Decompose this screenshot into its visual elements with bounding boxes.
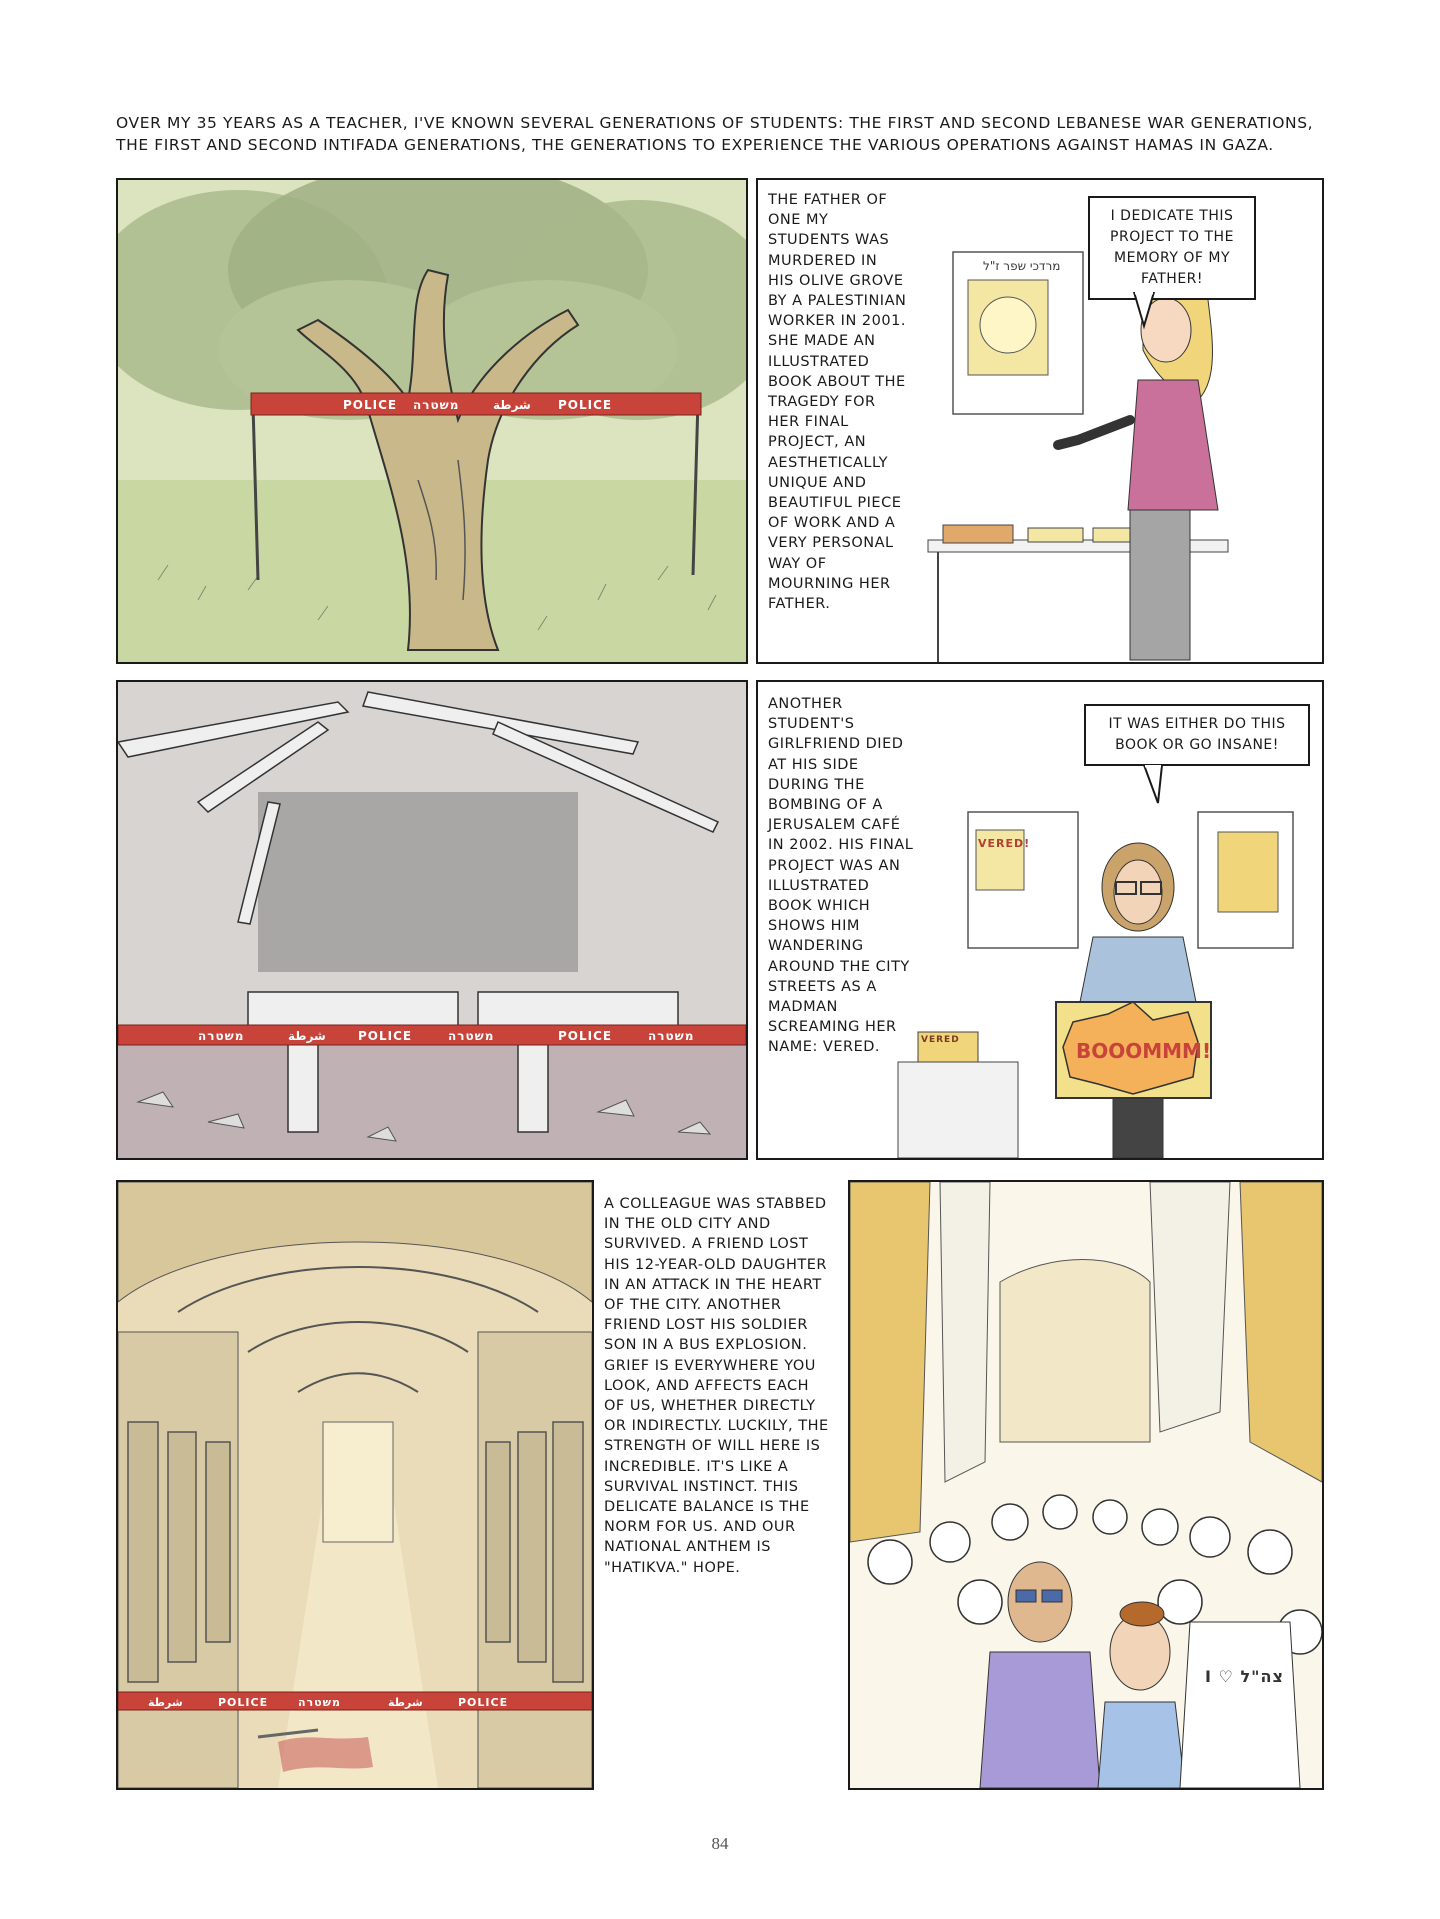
shirt-text: I ♡ צה"ל: [1205, 1667, 1284, 1686]
narration-hope: A COLLEAGUE WAS STABBED IN THE OLD CITY AND SURVIVED. A FRIEND LOST HIS 12-YEAR-OLD DAUGHTER IN AN ATTACK IN THE HEART OF THE CITY. ANOTHER FRIEND LOST HIS SOLDIER SON IN A BUS EXPLOSION. GRIEF IS EVERYWHERE YOU LOOK, AND AFFECTS EACH OF US, WHETHER DIRECTLY OR INDIRECTLY. LUCKILY, THE STRENGTH OF WILL HERE IS INCREDIBLE. IT'S LIKE A SURVIVAL INSTINCT. THIS DELICATE BALANCE IS THE NORM FOR US. AND OUR NATIONAL ANTHEM IS "HATIKVA." HOPE.: [604, 1196, 829, 1576]
tape-police-6: POLICE: [458, 1696, 509, 1709]
poster-vered: VERED!: [978, 837, 1031, 850]
tape-hebrew-5: משטרה: [298, 1696, 341, 1709]
panel-cafe-ruins: [116, 680, 748, 1160]
panel-olive-grove: [116, 178, 748, 664]
tape-police-4: POLICE: [558, 1029, 613, 1043]
tape-hebrew-3: משטרה: [448, 1029, 495, 1043]
panel-vered: [756, 680, 1324, 1160]
tape-police-1: POLICE: [343, 398, 398, 412]
narration-vered: ANOTHER STUDENT'S GIRLFRIEND DIED AT HIS SIDE DURING THE BOMBING OF A JERUSALEM CAFÉ IN 2002. HIS FINAL PROJECT WAS AN ILLUSTRATED BOOK WHICH SHOWS HIM WANDERING AROUND THE CITY STREETS AS A MADMAN SCREAMING HER NAME: VERED.: [768, 696, 914, 1056]
book-vered: VERED: [921, 1035, 960, 1045]
narration-father: THE FATHER OF ONE MY STUDENTS WAS MURDERED IN HIS OLIVE GROVE BY A PALESTINIAN WORKER IN 2001. SHE MADE AN ILLUSTRATED BOOK ABOUT THE TRAGEDY FOR HER FINAL PROJECT, AN AESTHETICALLY UNIQUE AND BEAUTIFUL PIECE OF WORK AND A VERY PERSONAL WAY OF MOURNING HER FATHER.: [768, 192, 907, 613]
balloon-dedication: I DEDICATE THIS PROJECT TO THE MEMORY OF MY FATHER!: [1088, 196, 1256, 300]
balloon-tail: [1130, 292, 1170, 332]
tape-hebrew-2: משטרה: [198, 1029, 245, 1043]
tape-hebrew-1: משטרה: [413, 398, 460, 412]
boom-sign: BOOOMMM!: [1076, 1039, 1212, 1063]
tape-arabic-1: شرطة: [493, 398, 531, 412]
tape-arabic-4: شرطة: [388, 1696, 423, 1709]
panel-old-city: [116, 1180, 594, 1790]
panel-dedication: [756, 178, 1324, 664]
cafe-ruins-illustration: [118, 682, 746, 1158]
market-crowd-illustration: [850, 1182, 1322, 1788]
page-number: 84: [711, 1834, 729, 1853]
panel-market-crowd: [848, 1180, 1324, 1790]
tape-arabic-2: شرطة: [288, 1029, 326, 1043]
balloon-insane: IT WAS EITHER DO THIS BOOK OR GO INSANE!: [1084, 704, 1310, 766]
tape-hebrew-4: משטרה: [648, 1029, 695, 1043]
balloon-tail: [1140, 765, 1180, 809]
old-city-illustration: [118, 1182, 592, 1788]
tape-police-3: POLICE: [358, 1029, 413, 1043]
olive-grove-illustration: [118, 180, 746, 662]
tape-police-2: POLICE: [558, 398, 613, 412]
intro-caption: OVER MY 35 YEARS AS A TEACHER, I'VE KNOWN SEVERAL GENERATIONS OF STUDENTS: THE FIRST AND SECOND LEBANESE WAR GENERATIONS, THE FIRST AND SECOND INTIFADA GENERATIONS, THE GENERATIONS TO EXPERIENCE THE VARIOUS OPERATIONS AGAINST HAMAS IN GAZA.: [116, 114, 1314, 154]
tape-police-5: POLICE: [218, 1696, 269, 1709]
tape-arabic-3: شرطة: [148, 1696, 183, 1709]
poster-title: מרדכי שפר ז"ל: [983, 259, 1061, 273]
